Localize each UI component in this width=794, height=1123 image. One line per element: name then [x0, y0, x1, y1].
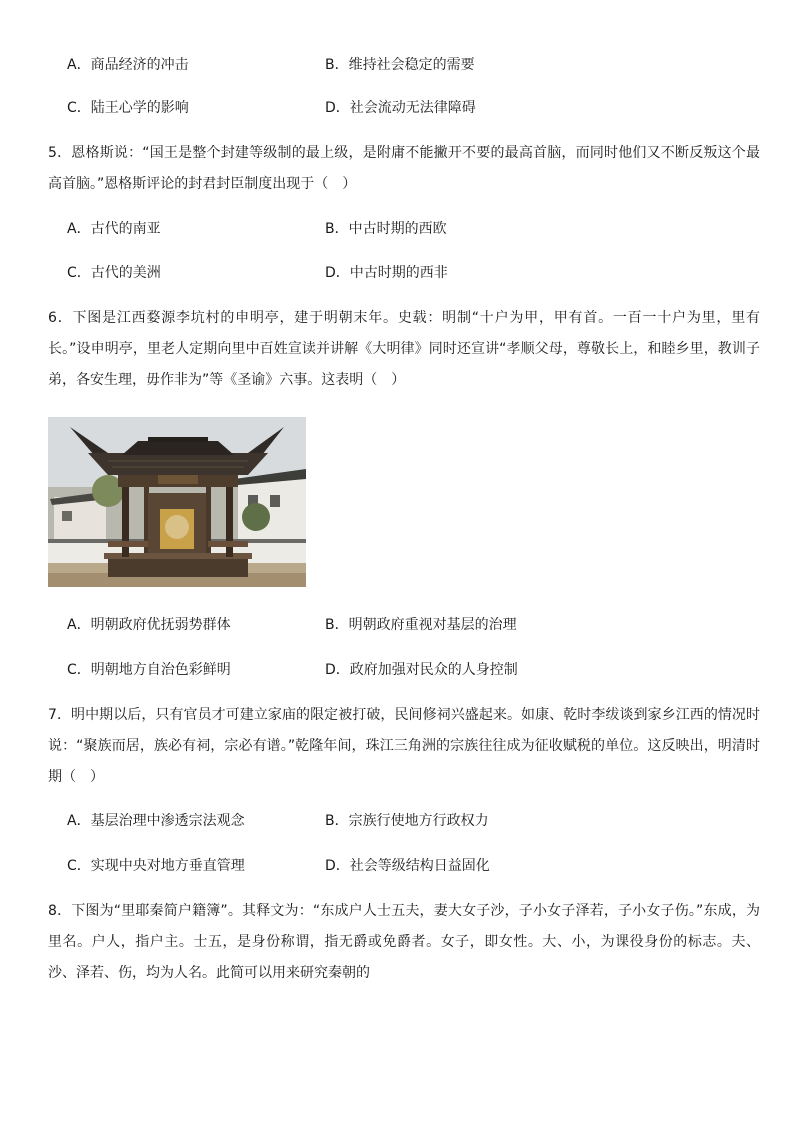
q4-option-c[interactable]: C．陆王心学的影响 [67, 100, 189, 116]
q5-option-d[interactable]: D．中古时期的西非 [325, 265, 448, 281]
q6-option-b[interactable]: B．明朝政府重视对基层的治理 [325, 617, 517, 633]
q6-option-d[interactable]: D．政府加强对民众的人身控制 [325, 662, 518, 678]
q7-option-d[interactable]: D．社会等级结构日益固化 [325, 858, 490, 874]
q7-stem: 7．明中期以后，只有官员才可建立家庙的限定被打破，民间修祠兴盛起来。如康、乾时李绂谈到家乡江西的情况时说：“聚族而居，族必有祠，宗必有谱。”乾隆年间，珠江三角洲的宗族往往成为征收赋税的单位。这反映出，明清时期（ ） [48, 707, 760, 785]
q6-stem: 6．下图是江西婺源李坑村的申明亭，建于明朝末年。史载：明制“十户为甲，甲有首。一百一十户为里，里有长。”设申明亭，里老人定期向里中百姓宣读并讲解《大明律》同时还宣讲“孝顺父母，尊敬长上，和睦乡里，教训子弟，各安生理，毋作非为”等《圣谕》六事。这表明（ ） [48, 310, 760, 388]
q5-option-a[interactable]: A．古代的南亚 [67, 221, 161, 237]
q7-option-a[interactable]: A．基层治理中渗透宗法观念 [67, 813, 245, 829]
q6-option-a[interactable]: A．明朝政府优抚弱势群体 [67, 617, 231, 633]
q4-option-d[interactable]: D．社会流动无法律障碍 [325, 100, 476, 116]
q5-option-b[interactable]: B．中古时期的西欧 [325, 221, 447, 237]
pavilion-photo [48, 417, 306, 587]
q7-option-b[interactable]: B．宗族行使地方行政权力 [325, 813, 489, 829]
q5-stem: 5．恩格斯说：“国王是整个封建等级制的最上级，是附庸不能撇开不要的最高首脑，而同时他们又不断反叛这个最高首脑。”恩格斯评论的封君封臣制度出现于（ ） [48, 145, 760, 192]
q4-option-a[interactable]: A．商品经济的冲击 [67, 57, 189, 73]
q8-stem: 8．下图为“里耶秦简户籍簿”。其释文为：“东成户人士五夫，妻大女子沙，子小女子泽若，子小女子伤。”东成，为里名。户人，指户主。士五，是身份称谓，指无爵或免爵者。女子，即女性。大、小，为课役身份的标志。夫、沙、泽若、伤，均为人名。此简可以用来研究秦朝的 [48, 903, 760, 981]
q4-option-b[interactable]: B．维持社会稳定的需要 [325, 57, 475, 73]
q5-option-c[interactable]: C．古代的美洲 [67, 265, 161, 281]
q7-option-c[interactable]: C．实现中央对地方垂直管理 [67, 858, 245, 874]
q6-option-c[interactable]: C．明朝地方自治色彩鲜明 [67, 662, 231, 678]
